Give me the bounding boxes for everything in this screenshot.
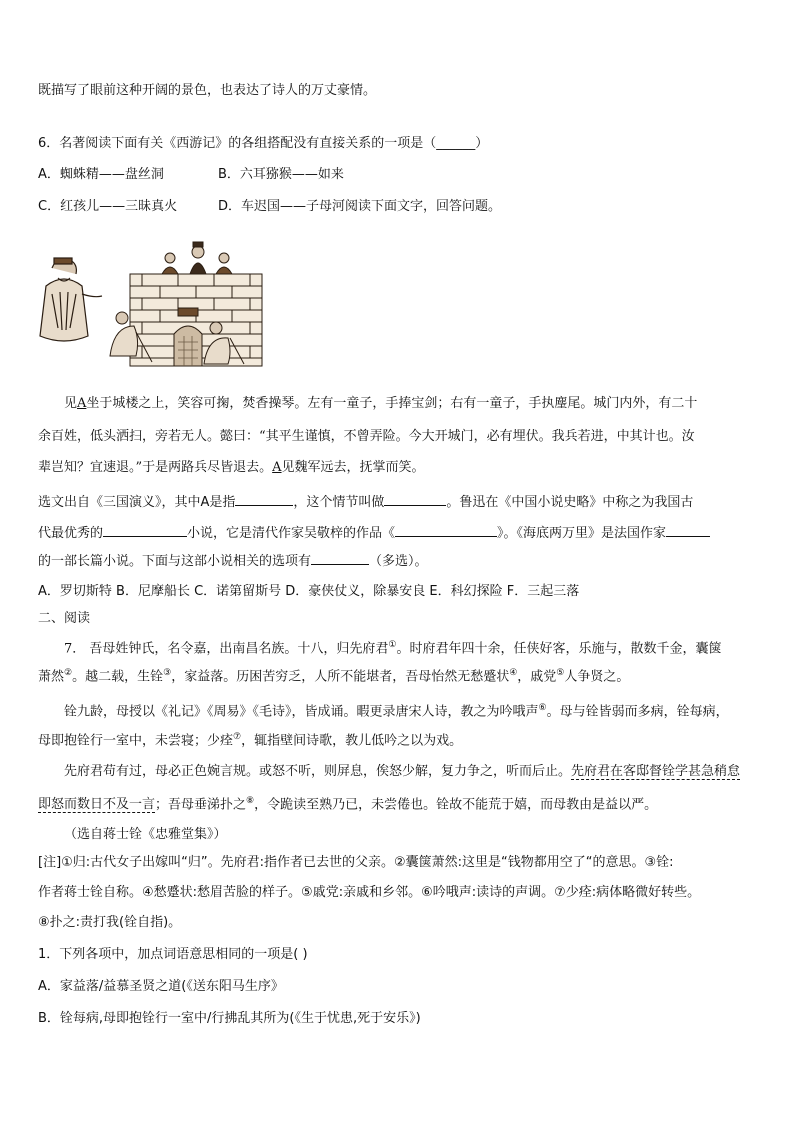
q6-option-a: A．蜘蛛精——盘丝洞 bbox=[38, 167, 164, 182]
passage-mark-a-2: A bbox=[272, 460, 282, 475]
q6-option-c: C．红孩儿——三昧真火 bbox=[38, 199, 178, 214]
blank-multi-select[interactable] bbox=[311, 550, 369, 565]
q6-option-d: D．车迟国——子母河阅读下面文字，回答问题。 bbox=[218, 199, 502, 214]
fill-line-2: 代最优秀的 小说，它是清代作家吴敬梓的作品《 》。《海底两万里》是法国作家 bbox=[38, 522, 760, 543]
section-two-heading: 二、阅读 bbox=[38, 611, 91, 626]
q7-underlined-sentence-a: 先府君在客邸督铨学甚急稍怠 bbox=[571, 764, 741, 779]
q7-line-6: 即怒而数日不及一言；吾母垂涕扑之⑧，令跪读至熟乃已，未尝倦也。铨故不能荒于嬉，而母教由是益以严。 bbox=[38, 796, 658, 813]
blank-book-title[interactable] bbox=[395, 522, 497, 537]
fill-options: A．罗切斯特 B．尼摩船长 C．诺第留斯号 D．豪侠仗义，除暴安良 E．科幻探险 F．三起三落 bbox=[38, 584, 580, 599]
q6-option-b: B．六耳猕猴——如来 bbox=[218, 167, 344, 182]
blank-novel-type[interactable] bbox=[103, 522, 187, 537]
q7-source: （选自蒋士铨《忠雅堂集》） bbox=[64, 827, 227, 842]
blank-a-refers-to[interactable] bbox=[235, 491, 293, 506]
q7-line-1: 7． 吾母姓钟氏，名令嘉，出南昌名族。十八，归先府君①。时府君年四十余，任侠好客，乐施与，散数千金，囊箧 bbox=[64, 640, 722, 657]
q1-option-a: A．家益落/益慕圣贤之道(《送东阳马生序》 bbox=[38, 979, 284, 994]
q7-line-5: 先府君苟有过，母必正色婉言规。或怒不听，则屏息，俟怒少解，复力争之，听而后止。先府君在客邸督铨学甚急稍怠 bbox=[64, 764, 741, 779]
notes-line-2: 作者蒋士铨自称。④愁蹙状:愁眉苦脸的样子。⑤戚党:亲戚和乡邻。⑥吟哦声:读诗的声调。⑦少痊:病体略微好转些。 bbox=[38, 885, 701, 900]
q7-line-4: 母即抱铨行一室中，未尝寝；少痊⑦，辄指壁间诗歌，教儿低吟之以为戏。 bbox=[38, 732, 463, 749]
passage-mark-a: A bbox=[77, 396, 87, 411]
notes-line-1: [注]①归:古代女子出嫁叫“归”。先府君:指作者已去世的父亲。②囊箧萧然:这里是“钱物都用空了“的意思。③铨: bbox=[38, 855, 674, 870]
general-figure bbox=[40, 258, 102, 341]
empty-fort-illustration bbox=[38, 238, 268, 368]
q7-line-3: 铨九龄，母授以《礼记》《周易》《毛诗》，皆成诵。暇更录唐宋人诗，教之为吟哦声⑥。母与铨皆弱而多病，铨每病， bbox=[64, 703, 729, 720]
q7-line-2: 萧然②。越二载，生铨③，家益落。历困苦穷乏，人所不能堪者，吾母怡然无愁蹙状④，戚党⑤人争贤之。 bbox=[38, 668, 630, 685]
fill-line-1: 选文出自《三国演义》，其中A是指 ，这个情节叫做 。鲁迅在《中国小说史略》中称之为我国古 bbox=[38, 491, 760, 512]
fill-line-3: 的一部长篇小说。下面与这部小说相关的选项有 （多选）。 bbox=[38, 550, 760, 571]
q6-stem: 6．名著阅读下面有关《西游记》的各组搭配没有直接关系的一项是（______） bbox=[38, 136, 489, 151]
notes-line-3: ⑧扑之:责打我(铨自指)。 bbox=[38, 915, 182, 930]
q7-underlined-sentence-b: 即怒而数日不及一言 bbox=[38, 797, 156, 813]
intro-line: 既描写了眼前这种开阔的景色，也表达了诗人的万丈豪情。 bbox=[38, 83, 377, 98]
q1-stem: 1．下列各项中，加点词语意思相同的一项是( ) bbox=[38, 947, 308, 962]
city-wall bbox=[130, 274, 262, 366]
figures-on-wall bbox=[162, 242, 232, 274]
passage-line-3: 辈岂知？宜速退。”于是两路兵尽皆退去。A见魏军远去，抚掌而笑。 bbox=[38, 460, 425, 475]
blank-author[interactable] bbox=[666, 522, 710, 537]
passage-line-2: 余百姓，低头洒扫，旁若无人。懿曰：“其平生谨慎，不曾弄险。今大开城门，必有埋伏。我兵若进，中其计也。汝 bbox=[38, 429, 695, 444]
blank-plot-name[interactable] bbox=[384, 491, 446, 506]
q1-option-b: B．铨每病,母即抱铨行一室中/行拂乱其所为(《生于忧患,死于安乐》) bbox=[38, 1011, 421, 1026]
passage-line-1: 见A坐于城楼之上，笑容可掬，焚香操琴。左有一童子，手捧宝剑；右有一童子，手执麈尾。城门内外，有二十 bbox=[64, 396, 698, 411]
